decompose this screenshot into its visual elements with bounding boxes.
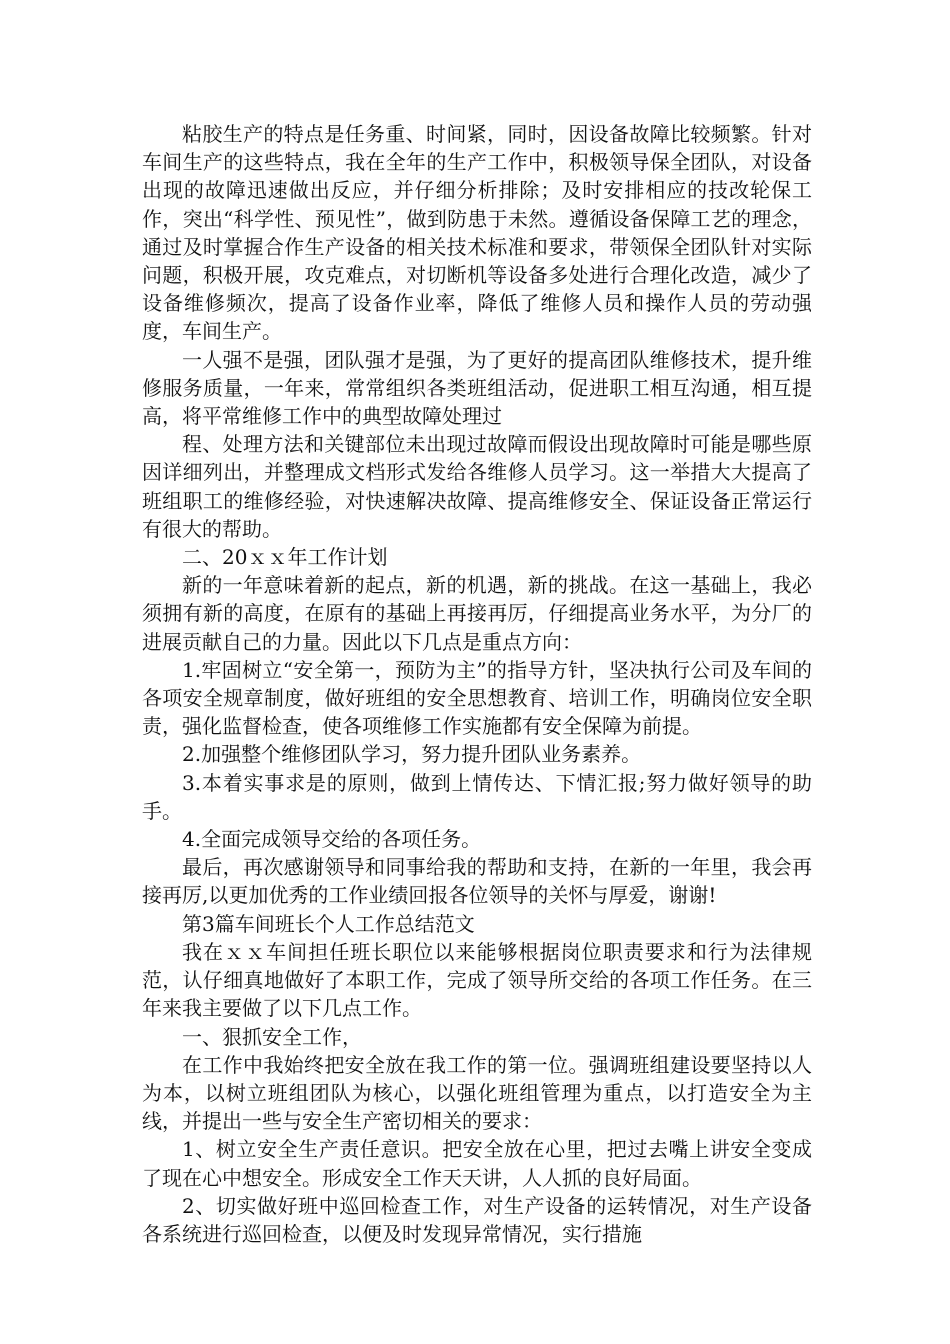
section-heading-safety: 一、狠抓安全工作，: [182, 1024, 362, 1049]
paragraph-fault-documentation: 程、处理方法和关键部位未出现过故障而假设出现故障时可能是哪些原因详细列出，并整理成文档形式发给各维修人员学习。这一举措大大提高了班组职工的维修经验，对快速解决故障、提高维修安全、保证设备正常运行有很大的帮助。: [142, 432, 812, 541]
paragraph-closing-thanks: 最后，再次感谢领导和同事给我的帮助和支持，在新的一年里，我会再接再厉,以更加优秀的工作业绩回报各位领导的关怀与厚爱，谢谢!: [142, 855, 812, 908]
article-title-part-3: 第3篇车间班长个人工作总结范文: [182, 911, 475, 936]
plan-item-4: 4.全面完成领导交给的各项任务。: [182, 827, 482, 852]
section-heading-work-plan: 二、20ｘｘ年工作计划: [182, 545, 388, 570]
safety-item-1: 1、树立安全生产责任意识。把安全放在心里，把过去嘴上讲安全变成了现在心中想安全。形成安全工作天天讲，人人抓的良好局面。: [142, 1137, 812, 1190]
safety-item-2: 2、切实做好班中巡回检查工作，对生产设备的运转情况，对生产设备各系统进行巡回检查，以便及时发现异常情况，实行措施: [142, 1193, 812, 1246]
document-body: [142, 120, 812, 1248]
paragraph-new-year: 新的一年意味着新的起点，新的机遇，新的挑战。在这一基础上，我必须拥有新的高度，在原有的基础上再接再厉，仔细提高业务水平，为分厂的进展贡献自己的力量。因此以下几点是重点方向：: [142, 573, 812, 654]
paragraph-safety-first: 在工作中我始终把安全放在我工作的第一位。强调班组建设要坚持以人为本，以树立班组团队为核心，以强化班组管理为重点，以打造安全为主线，并提出一些与安全生产密切相关的要求：: [142, 1052, 812, 1134]
paragraph-team-strength: 一人强不是强，团队强才是强，为了更好的提高团队维修技术，提升维修服务质量，一年来，常常组织各类班组活动，促进职工相互沟通，相互提高，将平常维修工作中的典型故障处理过: [142, 347, 812, 429]
plan-item-3: 3.本着实事求是的原则，做到上情传达、下情汇报;努力做好领导的助手。: [142, 770, 812, 823]
plan-item-2: 2.加强整个维修团队学习，努力提升团队业务素养。: [182, 742, 642, 767]
paragraph-team-leader-intro: 我在ｘｘ车间担任班长职位以来能够根据岗位职责要求和行为法律规范，认仔细真地做好了本职工作，完成了领导所交给的各项工作任务。在三年来我主要做了以下几点工作。: [142, 939, 812, 1021]
plan-item-1: 1.牢固树立“安全第一，预防为主”的指导方针，坚决执行公司及车间的各项安全规章制度，做好班组的安全思想教育、培训工作，明确岗位安全职责，强化监督检查，使各项维修工作实施都有安全保障为前提。: [142, 657, 812, 739]
paragraph-viscose-production: 粘胶生产的特点是任务重、时间紧，同时，因设备故障比较频繁。针对车间生产的这些特点，我在全年的生产工作中，积极领导保全团队，对设备出现的故障迅速做出反应，并仔细分析排除；及时安排相应的技改轮保工作，突出“科学性、预见性”，做到防患于未然。遵循设备保障工艺的理念，通过及时掌握合作生产设备的相关技术标准和要求，带领保全团队针对实际问题，积极开展，攻克难点，对切断机等设备多处进行合理化改造，减少了设备维修频次，提高了设备作业率，降低了维修人员和操作人员的劳动强度，车间生产。: [142, 122, 812, 344]
